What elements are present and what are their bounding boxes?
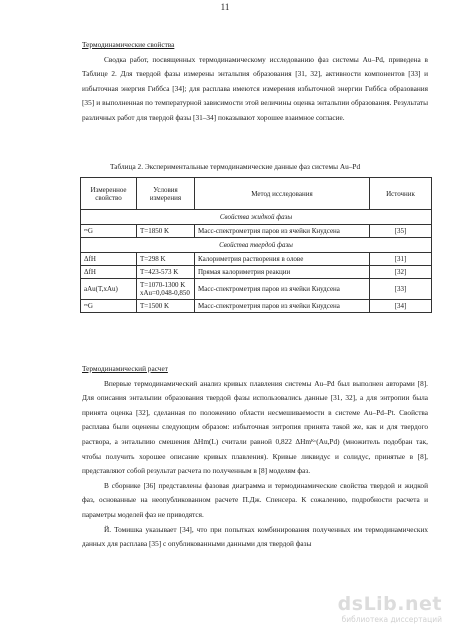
header-property: Измеренное свойство [81,178,137,210]
section-row-liquid: Свойства жидкой фазы [81,210,432,225]
cell-source: [32] [370,266,432,279]
cell-conditions: T=423-573 K [137,266,195,279]
cell-method: Масс-спектрометрия паров из ячейки Кнудсена [195,300,370,313]
header-method: Метод исследования [195,178,370,210]
table-row [81,253,432,266]
section-thermo-calculation [82,362,428,552]
cell-source: [34] [370,300,432,313]
table-row [81,225,432,238]
cell-method: Прямая калориметрия реакции [195,266,370,279]
condition-composition: xAu=0,048-0,850 [140,289,190,297]
watermark-title: dsLib.net [337,593,442,615]
section-thermo-properties [82,38,428,126]
paragraph: Й. Томишка указывает [34], что при попытках комбинирования полученных им термодинамических данных для расплава [35] с опубликованными данными для твердой фазы [82,524,428,549]
cell-property: ᵉˣG [81,225,137,238]
cell-conditions: T=1500 K [137,300,195,313]
paragraph: В сборнике [36] представлены фазовая диаграмма и термодинамические свойства твердой и жидкой фаз, основанные на неопубликованном расчете П.Дж. Спенсера. К сожалению, подробности расчета и параметры моделей фаз не приводятся. [82,480,428,519]
cell-source: [35] [370,225,432,238]
cell-conditions: T=1850 K [137,225,195,238]
section-row-solid: Свойства твердой фазы [81,238,432,253]
page-number: 11 [220,2,230,12]
cell-property: ᵉˣG [81,300,137,313]
condition-temperature: T=1070-1300 K [140,281,186,289]
section-heading: Термодинамический расчет [82,364,168,373]
cell-source: [33] [370,279,432,300]
cell-method: Калориметрия растворения в олове [195,253,370,266]
cell-property: ΔfH [81,266,137,279]
cell-source: [31] [370,253,432,266]
cell-method: Масс-спектрометрия паров из ячейки Кнудсена [195,279,370,300]
paragraph: Сводка работ, посвященных термодинамическому исследованию фаз системы Au–Pd, приведена в Таблице 2. Для твердой фазы измерены энтальпия образования [31, 32], активности компонентов [33] и избыточная энергия Гиббса [34]; для расплава имеются измерения избыточной энергии Гиббса образования [35] и выполненная по температурной зависимости этой величины оценка энтальпии образования. Результаты различных работ для твердой фазы [31–34] показывают хорошее взаимное согласие. [82,54,428,122]
thermo-data-table [80,177,432,313]
cell-conditions [137,279,195,300]
table-header-row [81,178,432,210]
cell-conditions: T=298 K [137,253,195,266]
header-conditions: Условия измерения [137,178,195,210]
cell-property: aAu(T,xAu) [81,279,137,300]
cell-property: ΔfH [81,253,137,266]
watermark-logo [324,593,442,629]
section-heading: Термодинамические свойства [82,40,175,49]
table-caption: Таблица 2. Экспериментальные термодинамические данные фаз системы Au–Pd [110,162,361,171]
paragraph: Впервые термодинамический анализ кривых плавления системы Au–Pd был выполнен авторами [8]. Для описания энтальпии образования твердой фазы использовались данные [31, 32], а для энтропии была принята оценка [32], сделанная по положению области несмешиваемости в системе Au–Pd–Pt. Свойства расплава были оценены следующим образом: избыточная энтропия принята такой же, как и для твердого раствора, а энтальпию смешения ΔHm(L) считали равной 0,822 ΔHmᴷᶜ(Au,Pd) (множитель подобран так, чтобы получить хорошее описание кривых плавления). Кривые ликвидус и солидус, принятые в [8], представляют собой результат расчета по полученным в [8] моделям фаз. [82,378,428,476]
table-row [81,266,432,279]
table-row [81,279,432,300]
header-source: Источник [370,178,432,210]
cell-method: Масс-спектрометрия паров из ячейки Кнудсена [195,225,370,238]
watermark-subtitle: библиотека диссертаций [341,615,442,624]
table-row [81,300,432,313]
